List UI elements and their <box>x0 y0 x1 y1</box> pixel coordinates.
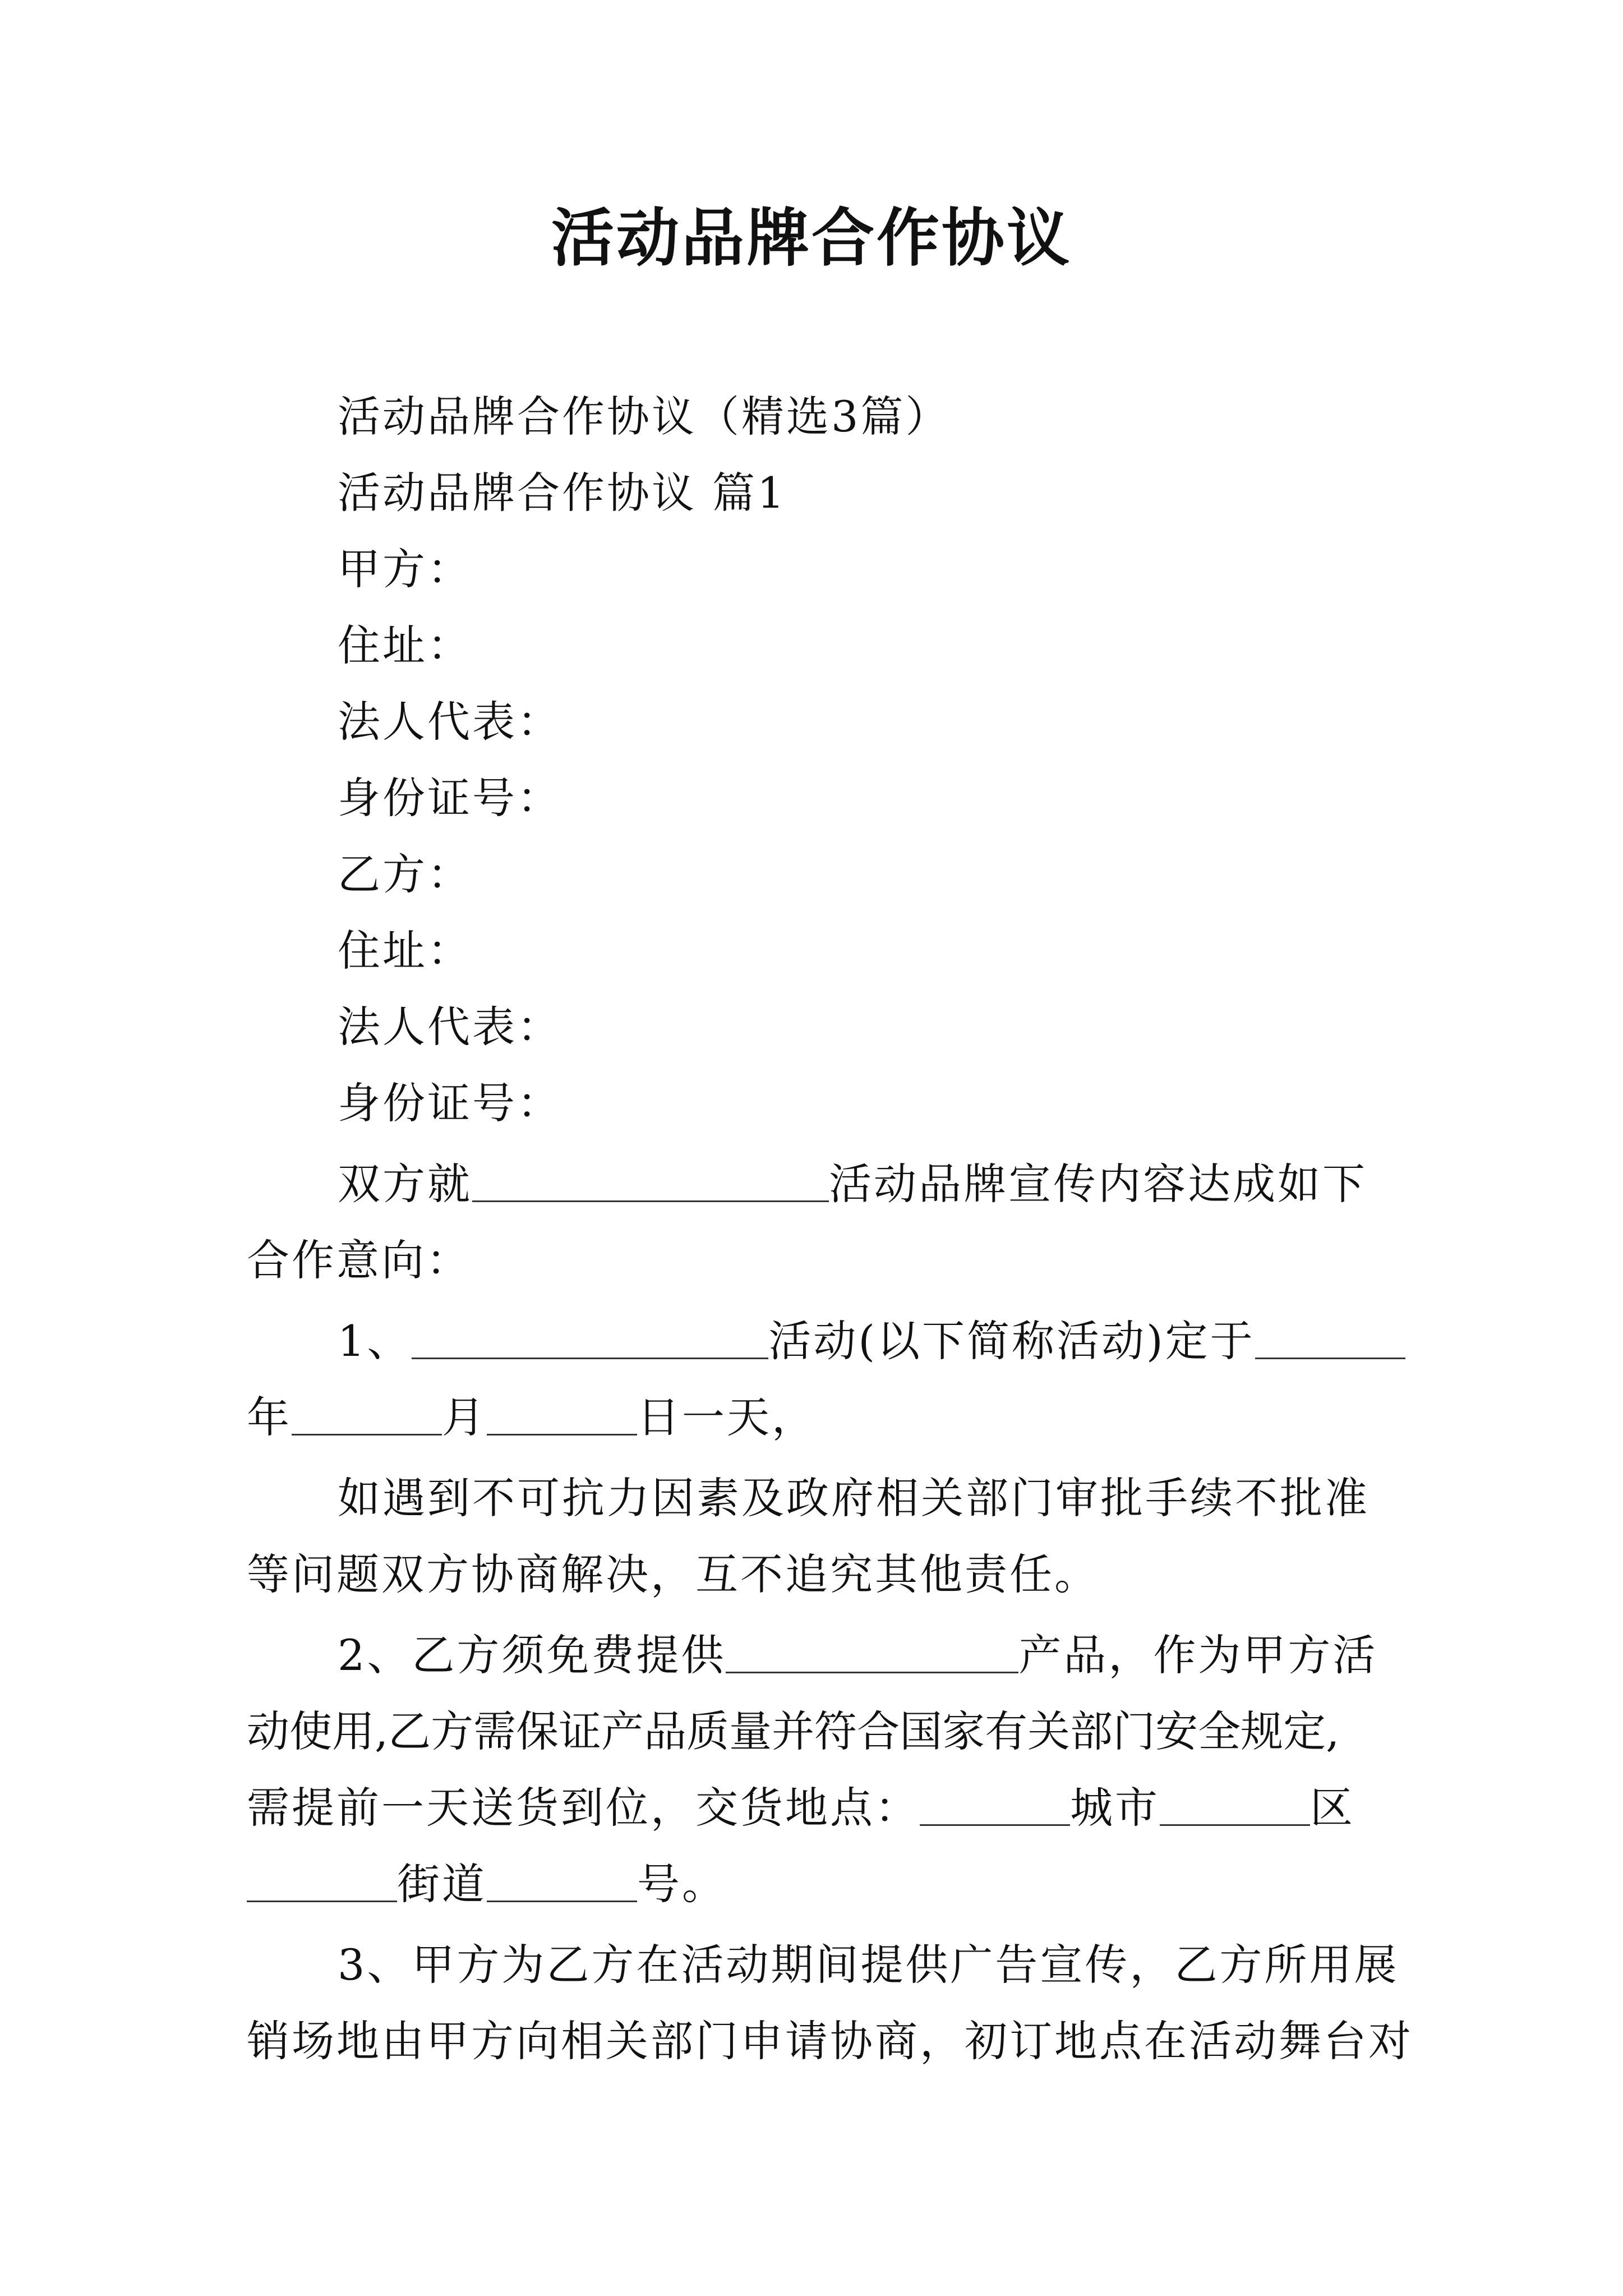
party-b-id-no: 身份证号： <box>338 1078 562 1128</box>
clause1-year-blank <box>1255 1322 1405 1359</box>
clause2-number: 号。 <box>637 1859 727 1909</box>
clause1-line-2 <box>247 1379 1391 1456</box>
clause2-delivery-prefix: 需提前一天送货到位，交货地点： <box>247 1783 920 1833</box>
party-a-address: 住址： <box>338 620 472 670</box>
clause1-day-blank <box>487 1398 637 1435</box>
clause1-day-suffix: 日一天， <box>637 1392 817 1442</box>
clause2-city: 城市 <box>1070 1783 1160 1833</box>
clause1-prefix: 1、 <box>338 1316 412 1366</box>
subtitle: 活动品牌合作协议（精选3篇） <box>338 392 951 441</box>
clause2-street-blank <box>247 1865 397 1902</box>
part-heading: 活动品牌合作协议 篇1 <box>338 468 787 518</box>
clause2-city-blank <box>920 1788 1070 1826</box>
clause2-suffix: 产品，作为甲方活 <box>1018 1630 1378 1680</box>
activity-name-blank <box>472 1165 829 1202</box>
party-b-legal-rep: 法人代表： <box>338 1002 562 1052</box>
document-body <box>247 379 1413 2079</box>
party-b-label: 乙方： <box>338 849 472 899</box>
clause2-line-3 <box>247 1770 1391 1846</box>
clause2-line-4 <box>247 1846 1391 1922</box>
clause1-middle: 活动(以下简称活动)定于 <box>768 1316 1255 1366</box>
force-majeure-line-1: 如遇到不可抗力因素及政府相关部门审批手续不批准 <box>338 1473 1370 1523</box>
clause2-line-2: 动使用,乙方需保证产品质量并符合国家有关部门安全规定, <box>247 1706 1340 1756</box>
clause2-district-blank <box>1160 1788 1310 1826</box>
clause1-line-1 <box>247 1303 1391 1379</box>
clause1-activity-blank <box>412 1322 768 1359</box>
clause2-district: 区 <box>1310 1783 1355 1833</box>
party-b-address: 住址： <box>338 926 472 976</box>
clause2-street: 街道 <box>397 1859 487 1909</box>
party-a-label: 甲方： <box>338 544 472 594</box>
intro-line-2: 合作意向： <box>247 1235 471 1285</box>
clause2-number-blank <box>487 1865 637 1902</box>
intro-line-1 <box>247 1146 1391 1222</box>
clause3-line-2: 销场地由甲方向相关部门申请协商，初订地点在活动舞台对 <box>247 2016 1413 2066</box>
intro-suffix: 活动品牌宣传内容达成如下 <box>829 1159 1367 1209</box>
clause1-year: 年 <box>247 1392 292 1442</box>
clause2-prefix: 2、乙方须免费提供 <box>338 1630 726 1680</box>
clause2-line-1 <box>247 1617 1391 1694</box>
party-a-legal-rep: 法人代表： <box>338 697 562 747</box>
force-majeure-line-2: 等问题双方协商解决，互不追究其他责任。 <box>247 1549 1099 1599</box>
document-title: 活动品牌合作协议 <box>551 201 1072 275</box>
clause1-month-blank <box>292 1398 442 1435</box>
intro-prefix: 双方就 <box>338 1159 472 1209</box>
party-a-id-no: 身份证号： <box>338 773 562 823</box>
clause2-product-blank <box>726 1636 1018 1673</box>
clause1-month: 月 <box>442 1392 487 1442</box>
clause3-line-1: 3、甲方为乙方在活动期间提供广告宣传，乙方所用展 <box>338 1940 1399 1990</box>
